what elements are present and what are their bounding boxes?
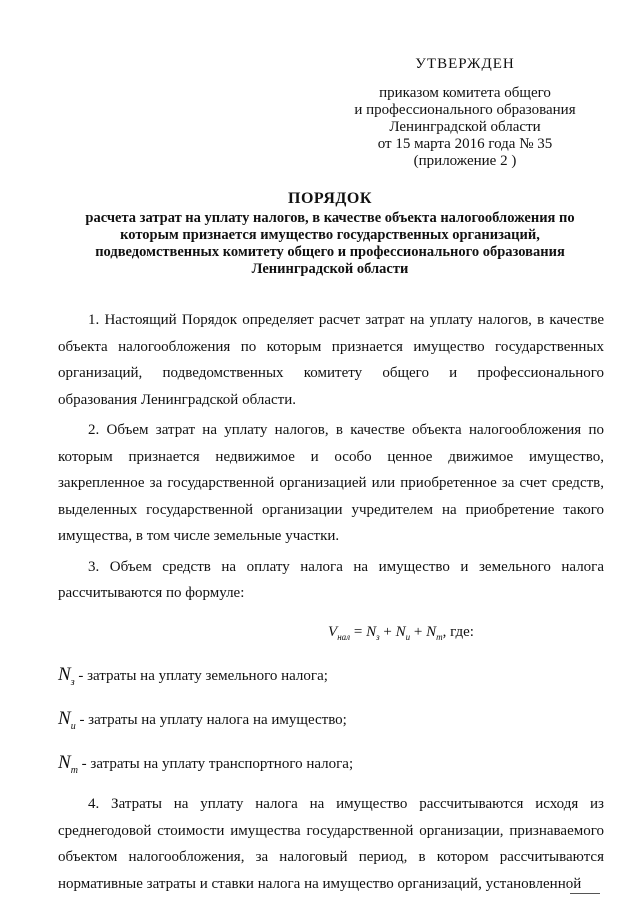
- paragraph-4: 4. Затраты на уплату налога на имущество рассчитываются исходя из среднегодовой стоимости имущества государственной организации, признаваемого объектом налогообложения, за налоговый период, в котором рассчитываются нормативные затраты и ставки налога на имущество организаций, установленной: [58, 796, 604, 892]
- approval-block: [340, 56, 590, 170]
- document-title: ПОРЯДОК: [288, 190, 372, 207]
- approval-line: и профессионального образования: [354, 102, 576, 118]
- definition-text: - затраты на уплату налога на имущество;: [75, 711, 347, 728]
- formula-lhs-sub: нал: [337, 631, 351, 642]
- paragraph-1: 1. Настоящий Порядок определяет расчет затрат на уплату налогов, в качестве объекта налогообложения по которым признается имущество государственных организаций, подведомственных комитету общего и профессионального образования Ленинградской области.: [58, 312, 604, 408]
- definition-transport-tax: [58, 748, 604, 786]
- definition-text: - затраты на уплату земельного налога;: [74, 668, 328, 684]
- approval-heading: УТВЕРЖДЕН: [415, 56, 515, 72]
- approval-line: (приложение 2 ): [413, 153, 517, 169]
- document-title-block: [60, 190, 600, 278]
- formula-term-2: N: [395, 623, 406, 640]
- definition-symbol: $N_з$: [58, 664, 75, 688]
- formula-term-3: N: [426, 623, 437, 640]
- definition-property-tax: [58, 704, 604, 742]
- document-subtitle: расчета затрат на уплату налогов, в качестве объекта налогообложения по которым признается имущество государственных организаций, подведомственных комитету общего и профессионального образования Ленинградской области: [85, 210, 575, 277]
- approval-line: Ленинградской области: [389, 119, 541, 135]
- formula-term-2-sub: и: [405, 631, 411, 642]
- formula-term-1-sub: з: [376, 631, 380, 642]
- paragraph-2: 2. Объем затрат на уплату налогов, в качестве объекта налогообложения по которым признается недвижимое и особо ценное движимое имущество, закрепленное за государственной организацией или приобретенное за счет средств, выделенных государственной организации учредителем на приобретение такого имущества, в том числе земельные участки.: [58, 422, 604, 544]
- approval-line: от 15 марта 2016 года № 35: [377, 136, 553, 152]
- scan-mark: [570, 893, 600, 894]
- document-body: [58, 307, 604, 897]
- approval-line: приказом комитета общего: [379, 85, 551, 101]
- formula-tail: , где:: [442, 623, 474, 640]
- definition-symbol: $N_т$: [58, 751, 78, 776]
- formula-term-3-sub: т: [436, 631, 443, 642]
- definition-symbol: $N_и$: [58, 707, 76, 732]
- formula-lhs: V: [328, 623, 338, 640]
- definition-land-tax: [58, 660, 604, 698]
- formula-term-1: N: [366, 623, 377, 640]
- definition-text: - затраты на уплату транспортного налога;: [77, 755, 354, 772]
- tax-formula: $V_{нал} = N_з + N_и + N_т$, где:: [328, 623, 474, 642]
- paragraph-3: 3. Объем средств на оплату налога на имущество и земельного налога рассчитываются по формуле:: [58, 558, 604, 601]
